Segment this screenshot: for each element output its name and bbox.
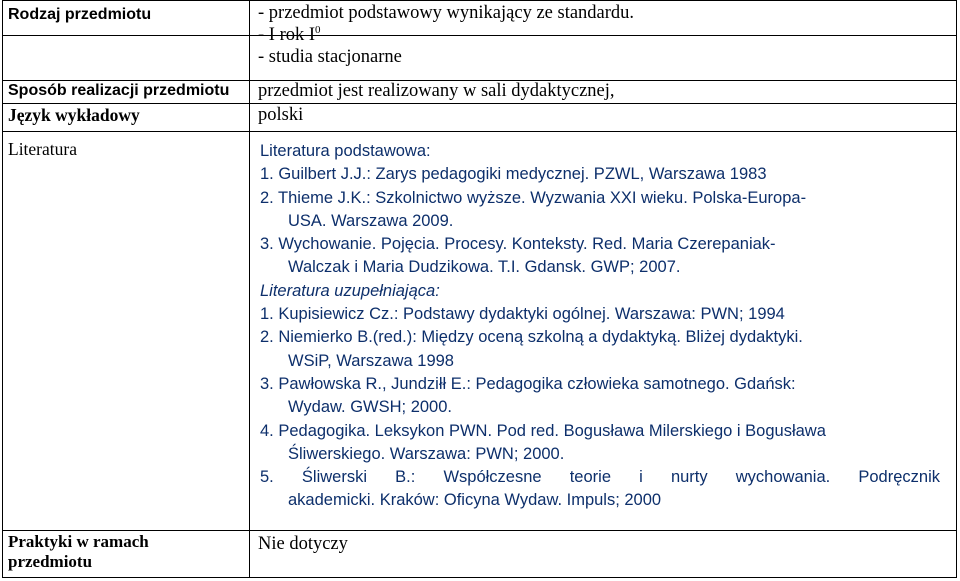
- label-sposob: Sposób realizacji przedmiotu: [8, 82, 230, 99]
- literatura-item: USA. Warszawa 2009.: [288, 211, 454, 230]
- label-praktyki-line: Praktyki w ramach: [8, 532, 149, 551]
- value-sposob: przedmiot jest realizowany w sali dydaktycznej,: [258, 81, 615, 101]
- row-divider: [3, 131, 956, 132]
- value-praktyki: Nie dotyczy: [258, 534, 348, 554]
- literatura-item: akademicki. Kraków: Oficyna Wydaw. Impuls; 2000: [288, 491, 662, 510]
- literatura-item: 2. Thieme J.K.: Szkolnictwo wyższe. Wyzwania XXI wieku. Polska-Europa-: [260, 188, 807, 207]
- literatura-item: WSiP, Warszawa 1998: [288, 351, 454, 370]
- literatura-item: 1. Kupisiewicz Cz.: Podstawy dydaktyki ogólnej. Warszawa: PWN; 1994: [260, 305, 785, 324]
- literatura-item: 3. Pawłowska R., Jundziłł E.: Pedagogika człowieka samotnego. Gdańsk:: [260, 374, 796, 393]
- label-jezyk: Język wykładowy: [8, 105, 140, 125]
- label-praktyki-line: przedmiotu: [8, 552, 93, 571]
- superscript: 0: [315, 23, 321, 36]
- literatura-item: Walczak i Maria Dudzikowa. T.I. Gdansk. GWP; 2007.: [288, 258, 681, 277]
- literatura-item: 4. Pedagogika. Leksykon PWN. Pod red. Bogusława Milerskiego i Bogusława: [260, 421, 826, 440]
- rodzaj-line: - przedmiot podstawowy wynikający ze standardu.: [258, 3, 635, 23]
- value-jezyk: polski: [258, 105, 304, 125]
- label-rodzaj: Rodzaj przedmiotu: [8, 6, 152, 23]
- value-literatura: [260, 140, 940, 513]
- literatura-item: 5. Śliwerski B.: Współczesne teorie i nurty wychowania. Podręcznik: [260, 468, 940, 487]
- rodzaj-line: - I rok $I^0$: [258, 23, 321, 45]
- literatura-uzupelniajaca-heading: Literatura uzupełniająca:: [260, 281, 440, 300]
- literatura-item: 3. Wychowanie. Pojęcia. Procesy. Konteksty. Red. Maria Czerepaniak-: [260, 235, 776, 254]
- label-literatura: Literatura: [8, 139, 77, 159]
- literatura-item: 1. Guilbert J.J.: Zarys pedagogiki medycznej. PZWL, Warszawa 1983: [260, 165, 767, 184]
- row-divider: [3, 530, 956, 531]
- value-rodzaj: [258, 2, 954, 68]
- literatura-item: Śliwerskiego. Warszawa: PWN; 2000.: [288, 444, 565, 463]
- literatura-podstawowa-heading: Literatura podstawowa:: [260, 142, 431, 160]
- label-praktyki: [8, 532, 244, 572]
- column-divider: [249, 1, 250, 577]
- literatura-item: 2. Niemierko B.(red.): Między oceną szkolną a dydaktyką. Bliżej dydaktyki.: [260, 328, 803, 347]
- rodzaj-line: - studia stacjonarne: [258, 47, 402, 67]
- literatura-item: Wydaw. GWSH; 2000.: [288, 398, 452, 417]
